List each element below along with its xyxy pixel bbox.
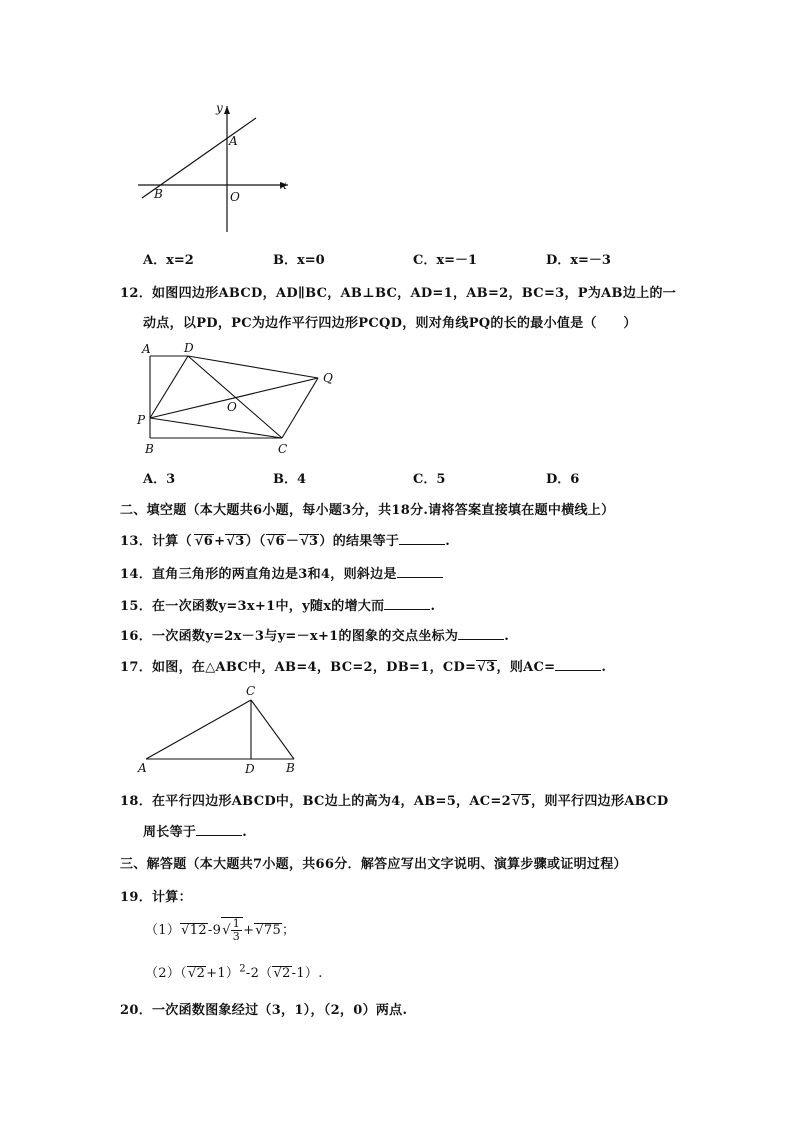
- q19-p2-radicand-2a: 2: [196, 966, 206, 981]
- q17-period: .: [601, 660, 607, 675]
- q12-line-1: 12．如图四边形ABCD，AD∥BC，AB⊥BC，AD=1，AB=2，BC=3，P为AB边上的一: [120, 286, 677, 301]
- fig12-label-c: C: [278, 442, 288, 456]
- q13-radicand-6a: 6: [203, 534, 214, 549]
- q12-line-2: 动点，以PD，PC为边作平行四边形PCQD，则对角线PQ的长的最小值是（ ）: [143, 316, 637, 331]
- q13-minus: －: [285, 534, 300, 549]
- q18-period: .: [242, 825, 248, 840]
- q18-line-1: [120, 790, 668, 809]
- q19-p2-radicand-2b: 2: [282, 966, 291, 981]
- q16-line: [120, 625, 509, 644]
- fig11-label-o: O: [230, 190, 240, 204]
- q20-line: 20．一次函数图象经过（3，1），（2，0）两点.: [120, 1003, 408, 1018]
- q17-triangle-figure: [136, 682, 306, 776]
- fig11-label-y: y: [216, 101, 223, 115]
- q19-p2-minus1: -1）.: [291, 966, 323, 981]
- q13-radical-3b: √3: [300, 534, 319, 549]
- fig11-label-b: B: [154, 187, 163, 201]
- q19-p1-minus9: -9: [207, 923, 222, 938]
- q17-radical-3: √3: [477, 660, 496, 675]
- q15-text: 15．在一次函数y=3x+1中，y随x的增大而: [120, 599, 385, 614]
- fig12-label-q: Q: [323, 371, 333, 385]
- q12-option-d: D．6: [546, 472, 580, 487]
- q12-option-b: B．4: [273, 472, 307, 487]
- q11-coordinate-figure: [130, 98, 300, 238]
- q17-answer-blank[interactable]: [555, 658, 601, 671]
- q19-p1-end: ；: [282, 923, 296, 938]
- section-3-heading: 三、解答题（本大题共7小题，共66分．解答应写出文字说明、演算步骤或证明过程）: [120, 857, 627, 872]
- q19-p1-radical-frac: √ $\frac{1}{3}$: [221, 917, 243, 943]
- q13-radical-6b: √6: [266, 534, 285, 549]
- fig17-label-d: D: [245, 762, 255, 776]
- q19-p2-open: （: [180, 966, 187, 981]
- fig12-label-o: O: [227, 400, 237, 414]
- q13-radical-3a: √3: [226, 534, 245, 549]
- q13-radicand-3b: 3: [309, 534, 319, 549]
- q19-p2-label: （2）: [145, 966, 181, 981]
- q15-line: [120, 595, 435, 614]
- q19-p1-radicand-12: 12: [189, 923, 207, 938]
- q18-suffix: ，则平行四边形ABCD: [531, 794, 669, 809]
- fig12-label-b: B: [145, 442, 154, 456]
- fig12-label-a: A: [142, 342, 151, 356]
- q16-text: 16．一次函数y=2x－3与y=－x+1的图象的交点坐标为: [120, 629, 459, 644]
- q19-p2-mid: -2（: [245, 966, 273, 981]
- q13-mid: ）（: [245, 534, 266, 549]
- q15-period: .: [430, 599, 436, 614]
- q11-option-c: C．x=－1: [413, 253, 478, 268]
- q18-line-2: [143, 821, 247, 840]
- q14-line: [120, 563, 443, 582]
- q19-p2-radical-2a: √2: [187, 966, 206, 981]
- q11-option-d: D．x=－3: [546, 253, 611, 268]
- q19-p1-plus: +: [243, 923, 255, 938]
- q12-option-a: A．3: [143, 472, 176, 487]
- fig11-label-a: A: [229, 134, 238, 148]
- q19-title: 19．计算：: [120, 890, 192, 905]
- fig12-label-d: D: [184, 341, 194, 355]
- q18-radicand-5: 5: [520, 794, 531, 809]
- q13-period: .: [445, 534, 451, 549]
- q19-p2-radical-2b: √2: [273, 966, 291, 981]
- q13-radicand-6b: 6: [275, 534, 285, 549]
- q14-answer-blank[interactable]: [397, 565, 443, 578]
- q19-part-1: [145, 917, 295, 943]
- q13-answer-blank[interactable]: [399, 532, 445, 545]
- fig11-label-x: x: [280, 178, 287, 192]
- q18-prefix: 18．在平行四边形ABCD中，BC边上的高为4，AB=5，AC=2: [120, 794, 511, 809]
- q11-option-b: B．x=0: [273, 253, 325, 268]
- q18-radical-5: √5: [511, 794, 531, 809]
- fig17-label-c: C: [246, 684, 256, 698]
- q19-p1-numerator: 1: [232, 917, 241, 930]
- q13-line: [120, 530, 450, 549]
- fig17-label-b: B: [286, 761, 295, 775]
- q16-period: .: [504, 629, 510, 644]
- q12-option-c: C．5: [413, 472, 446, 487]
- q18-line2-text: 周长等于: [143, 825, 197, 840]
- q12-quadrilateral-figure: [132, 338, 342, 460]
- q13-radical-6a: √6: [194, 534, 214, 549]
- q13-prefix: 13．计算（: [120, 534, 192, 549]
- q17-suffix: ，则AC=: [496, 660, 556, 675]
- q17-prefix: 17．如图，在△ABC中，AB=4，BC=2，DB=1，CD=: [120, 660, 477, 675]
- q14-text: 14．直角三角形的两直角边是3和4，则斜边是: [120, 567, 397, 582]
- fig17-label-a: A: [138, 761, 147, 775]
- section-2-heading: 二、填空题（本大题共6小题，每小题3分，共18分.请将答案直接填在题中横线上）: [120, 503, 615, 518]
- q11-option-a: A．x=2: [143, 253, 194, 268]
- fig12-label-p: P: [137, 413, 146, 427]
- q19-part-2: [145, 962, 323, 981]
- q13-suffix: ）的结果等于: [319, 534, 400, 549]
- q19-p2-exponent: 2: [239, 963, 246, 975]
- q13-plus: +: [214, 534, 226, 549]
- q15-answer-blank[interactable]: [384, 597, 430, 610]
- q19-p2-plus1: +1）: [206, 966, 240, 981]
- q19-p1-label: （1）: [145, 923, 181, 938]
- q19-p1-radicand-75: 75: [263, 923, 282, 938]
- q17-line: [120, 656, 606, 675]
- q19-p1-radical-12: √12: [181, 923, 207, 938]
- q18-answer-blank[interactable]: [196, 823, 242, 836]
- q13-radicand-3a: 3: [235, 534, 245, 549]
- q19-p1-denominator: 3: [232, 930, 241, 943]
- q19-p1-fraction: [231, 918, 242, 943]
- q19-p1-radical-75: √75: [255, 923, 282, 938]
- q17-radicand-3: 3: [486, 660, 496, 675]
- q16-answer-blank[interactable]: [458, 627, 504, 640]
